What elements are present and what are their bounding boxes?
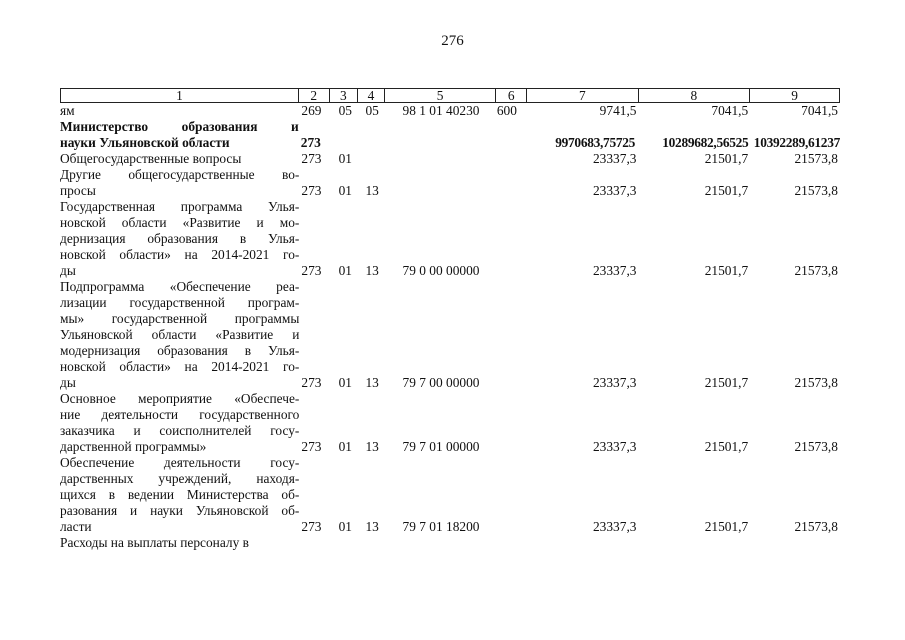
cell-c7: 23337,3 bbox=[592, 439, 637, 454]
row-name-line: ласти bbox=[60, 519, 92, 534]
cell-c2: 273 bbox=[301, 439, 322, 454]
row-name bbox=[60, 279, 299, 391]
cell-c8: 21501,7 bbox=[704, 263, 749, 278]
cell-c3: 01 bbox=[338, 263, 352, 278]
header-col-1: 1 bbox=[176, 88, 183, 103]
row-name-line: Ульяновской области «Развитие и bbox=[60, 327, 300, 342]
cell-c5: 79 7 00 00000 bbox=[402, 375, 480, 390]
row-name-line: мы» государственной программы bbox=[60, 311, 300, 326]
cell-c7: 9741,5 bbox=[599, 103, 637, 118]
header-col-6: 6 bbox=[495, 89, 526, 102]
cell-c7: 23337,3 bbox=[592, 519, 637, 534]
cell-c5: 98 1 01 40230 bbox=[402, 103, 480, 118]
cell-c9: 21573,8 bbox=[794, 263, 838, 278]
row-name bbox=[60, 391, 299, 455]
row-name-line: Расходы на выплаты персоналу в bbox=[60, 535, 249, 550]
cell-c6: 600 bbox=[496, 103, 517, 118]
table-row bbox=[60, 151, 840, 167]
row-name-line: заказчика и соисполнителей госу- bbox=[60, 423, 300, 438]
cell-c2: 273 bbox=[301, 183, 322, 198]
cell-c5: 79 7 01 00000 bbox=[402, 439, 480, 454]
cell-c7: 23337,3 bbox=[592, 183, 637, 198]
cell-c8: 21501,7 bbox=[704, 519, 749, 534]
cell-c2: 269 bbox=[301, 103, 322, 118]
cell-c3: 01 bbox=[338, 151, 352, 166]
row-name-line: разования и науки Ульяновской об- bbox=[60, 503, 300, 518]
cell-c9: 21573,8 bbox=[794, 439, 838, 454]
cell-c8: 21501,7 bbox=[704, 375, 749, 390]
cell-c8: 21501,7 bbox=[704, 183, 749, 198]
row-name bbox=[60, 455, 299, 535]
cell-c8: 7041,5 bbox=[711, 103, 749, 118]
cell-c8: 21501,7 bbox=[704, 151, 749, 166]
cell-c2: 273 bbox=[301, 263, 322, 278]
table-row bbox=[60, 279, 840, 391]
budget-table bbox=[60, 88, 840, 551]
header-col-3: 3 bbox=[329, 89, 358, 102]
row-name bbox=[60, 119, 299, 151]
row-name-line: новской области» на 2014-2021 го- bbox=[60, 247, 300, 262]
row-name-line: ям bbox=[60, 103, 75, 118]
cell-c5: 79 0 00 00000 bbox=[402, 263, 480, 278]
row-name-line: ды bbox=[60, 375, 76, 390]
cell-c3: 01 bbox=[338, 183, 352, 198]
table-row bbox=[60, 103, 840, 119]
cell-c7: 23337,3 bbox=[592, 263, 637, 278]
table-row bbox=[60, 535, 840, 551]
cell-c2: 273 bbox=[301, 519, 322, 534]
row-name-line: Министерство образования и bbox=[60, 119, 299, 134]
row-name-line: Обеспечение деятельности госу- bbox=[60, 455, 300, 470]
header-col-2: 2 bbox=[298, 89, 329, 102]
table-row bbox=[60, 455, 840, 535]
cell-c4: 13 bbox=[365, 375, 379, 390]
cell-c3: 01 bbox=[338, 519, 352, 534]
row-name-line: лизации государственной програм- bbox=[60, 295, 300, 310]
row-name-line: новской области «Развитие и мо- bbox=[60, 215, 300, 230]
header-col-4: 4 bbox=[357, 89, 384, 102]
row-name bbox=[60, 535, 299, 551]
header-col-8: 8 bbox=[638, 89, 750, 102]
page-number: 276 bbox=[441, 33, 464, 49]
table-row bbox=[60, 199, 840, 279]
cell-c7: 9970683,75725 bbox=[555, 135, 636, 150]
header-col-5: 5 bbox=[384, 89, 496, 102]
row-name-line: модернизация образования в Улья- bbox=[60, 343, 300, 358]
row-name-line: ды bbox=[60, 263, 76, 278]
cell-c3: 05 bbox=[338, 103, 352, 118]
table-row bbox=[60, 391, 840, 455]
row-name-line: Подпрограмма «Обеспечение реа- bbox=[60, 279, 300, 294]
cell-c9: 21573,8 bbox=[794, 519, 838, 534]
cell-c4: 13 bbox=[365, 439, 379, 454]
header-col-7: 7 bbox=[526, 89, 638, 102]
row-name-line: Основное мероприятие «Обеспече- bbox=[60, 391, 300, 406]
row-name-line: дернизация образования в Улья- bbox=[60, 231, 300, 246]
cell-c4: 05 bbox=[365, 103, 379, 118]
cell-c5: 79 7 01 18200 bbox=[402, 519, 480, 534]
row-name bbox=[60, 151, 299, 167]
row-name bbox=[60, 103, 299, 119]
cell-c3: 01 bbox=[338, 439, 352, 454]
cell-c3: 01 bbox=[338, 375, 352, 390]
row-name-line: просы bbox=[60, 183, 96, 198]
cell-c7: 23337,3 bbox=[592, 375, 637, 390]
row-name-line: дарственных учреждений, находя- bbox=[60, 471, 300, 486]
cell-c2: 273 bbox=[300, 135, 321, 150]
row-name bbox=[60, 167, 299, 199]
cell-c4: 13 bbox=[365, 519, 379, 534]
header-col-9: 9 bbox=[749, 89, 839, 102]
row-name-line: дарственной программы» bbox=[60, 439, 207, 454]
row-name-line: новской области» на 2014-2021 го- bbox=[60, 359, 300, 374]
cell-c9: 7041,5 bbox=[801, 103, 838, 118]
cell-c2: 273 bbox=[301, 151, 322, 166]
row-name-line: Другие общегосударственные во- bbox=[60, 167, 300, 182]
cell-c8: 21501,7 bbox=[704, 439, 749, 454]
cell-c9: 21573,8 bbox=[794, 151, 838, 166]
cell-c7: 23337,3 bbox=[592, 151, 637, 166]
row-name-line: ние деятельности государственного bbox=[60, 407, 300, 422]
cell-c9: 21573,8 bbox=[794, 375, 838, 390]
row-name-line: науки Ульяновской области bbox=[60, 135, 230, 150]
cell-c9: 21573,8 bbox=[794, 183, 838, 198]
cell-c4: 13 bbox=[365, 183, 379, 198]
row-name bbox=[60, 199, 299, 279]
row-name-line: Государственная программа Улья- bbox=[60, 199, 300, 214]
cell-c2: 273 bbox=[301, 375, 322, 390]
table-row bbox=[60, 167, 840, 199]
table-row bbox=[60, 119, 840, 151]
row-name-line: Общегосударственные вопросы bbox=[60, 151, 242, 166]
row-name-line: щихся в ведении Министерства об- bbox=[60, 487, 300, 502]
cell-c9: 10392289,61237 bbox=[753, 135, 840, 150]
table-body bbox=[60, 103, 840, 551]
cell-c4: 13 bbox=[365, 263, 379, 278]
cell-c8: 10289682,56525 bbox=[662, 135, 749, 150]
table-header bbox=[60, 88, 840, 103]
